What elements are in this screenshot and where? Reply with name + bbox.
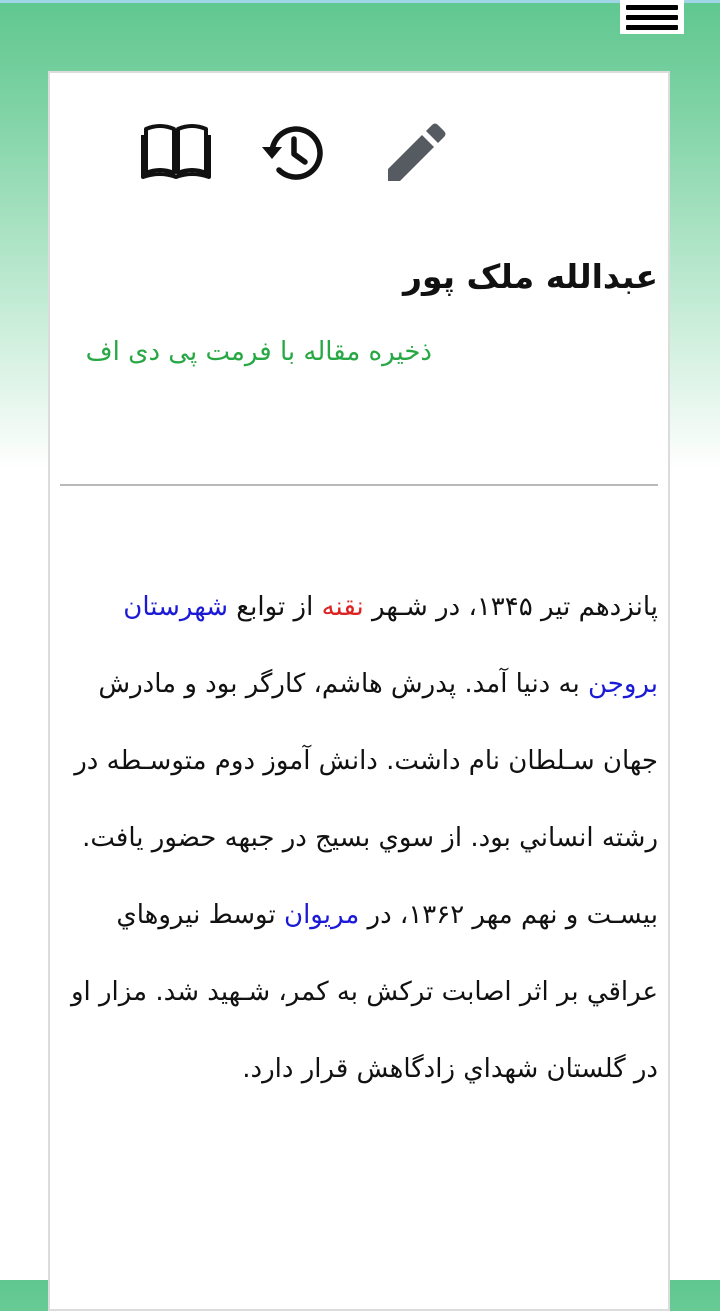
save-pdf-link[interactable]: ذخیره مقاله با فرمت پی دی اف <box>85 337 432 367</box>
body-text-segment: به دنیا آمد. پدرش هاشم، کارگر بود و مادرش جهان سـلطان نام داشت. دانش آموز دوم متوسـطه در رشته انساني بود. از سوي بسیج در جبهه حضور یافت. بیسـت و نهم مهر ۱۳۶۲، در <box>74 669 658 930</box>
content-divider <box>60 484 658 486</box>
history-icon[interactable] <box>258 117 330 189</box>
hamburger-menu-icon-bar <box>626 25 678 30</box>
body-text-segment: از توابع <box>228 592 322 622</box>
link-naghneh[interactable]: نقنه <box>321 592 364 622</box>
article-title: عبدالله ملک پور <box>402 257 658 296</box>
hamburger-menu-icon-bar <box>626 15 678 20</box>
hamburger-menu-icon <box>626 5 678 10</box>
article-card <box>48 71 670 1311</box>
hamburger-menu-button[interactable] <box>620 0 684 34</box>
link-boroujen-county[interactable]: شهرستان بروجن <box>123 592 658 699</box>
book-icon[interactable] <box>140 113 212 185</box>
link-marivan[interactable]: مریوان <box>283 900 360 930</box>
body-text-segment: توسط نیروهاي عراقي بر اثر اصابت ترکش به کمر، شـهید شد. مزار او در گلستان شهداي زادگاهش قرار دارد. <box>70 900 658 1084</box>
top-accent-line <box>0 0 720 3</box>
article-body <box>60 569 658 1108</box>
edit-pencil-icon[interactable] <box>378 117 450 189</box>
body-text-segment: پانزدهم تیر ۱۳۴۵، در شـهر <box>363 592 658 622</box>
